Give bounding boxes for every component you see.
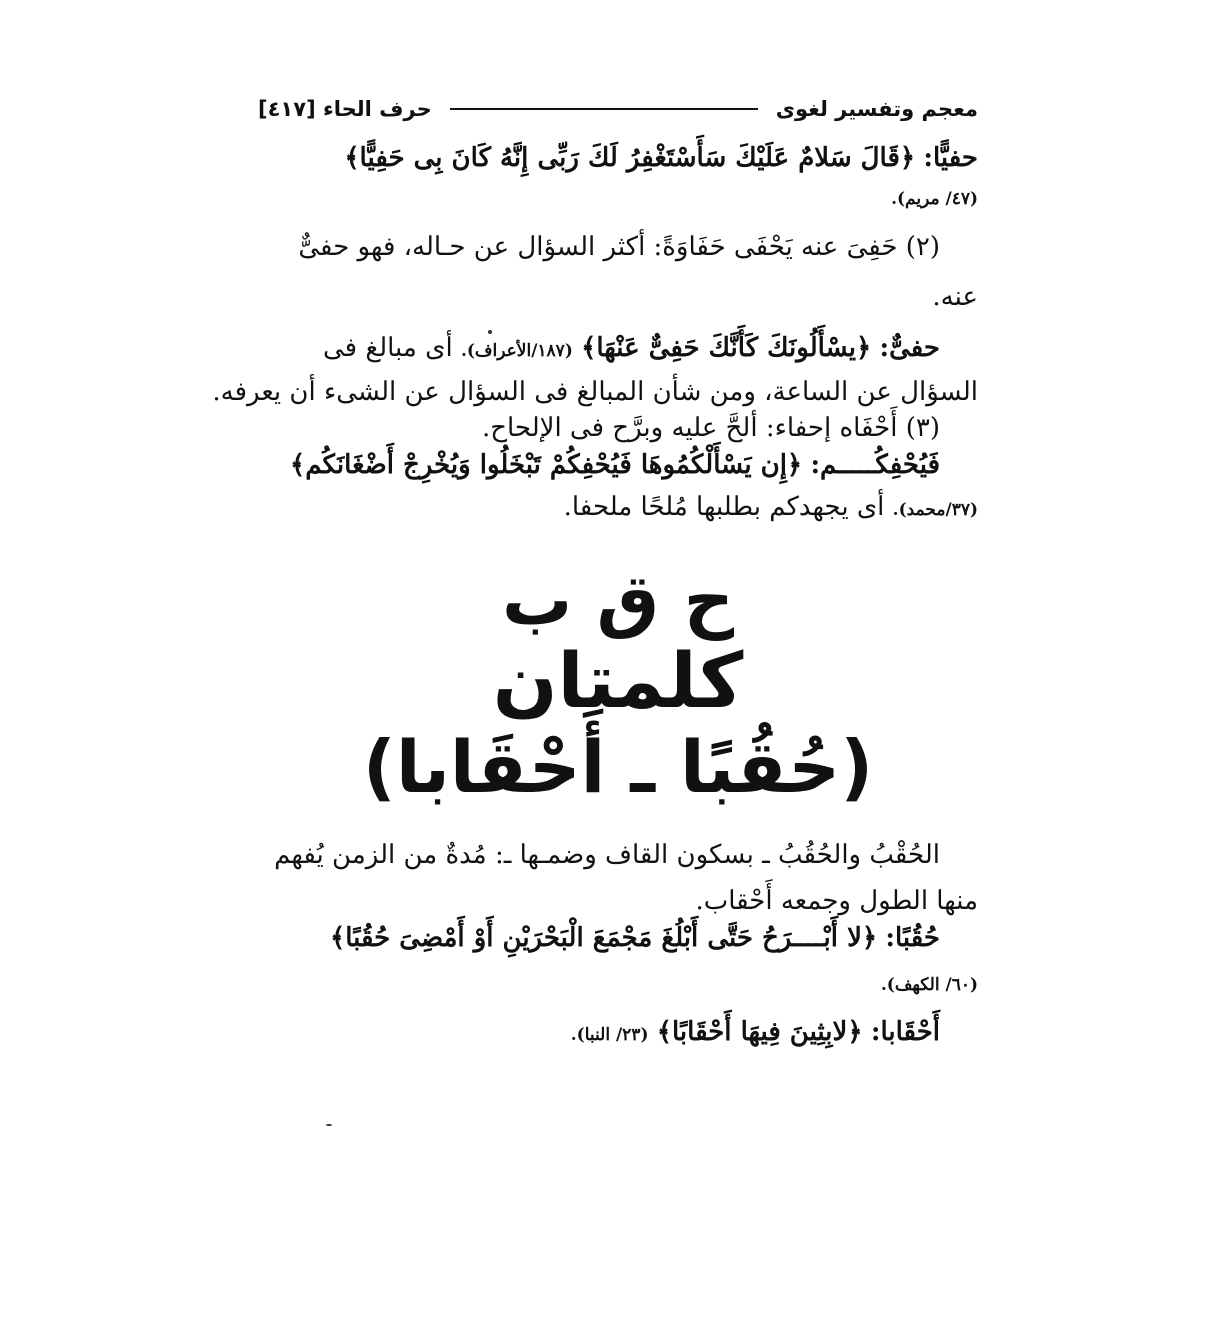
paragraph-3 (258, 410, 978, 446)
running-header (258, 92, 978, 126)
entry-line (258, 489, 978, 525)
entry-huquban (258, 920, 978, 1001)
scan-speck (326, 1124, 332, 1126)
entry-term: أَحْقَابا: (870, 1017, 940, 1048)
paragraph-line: منها الطول وجمعه أَحْقاب. (695, 886, 978, 917)
entry-gloss: أى مبالغ فى (323, 332, 453, 363)
entry-line (258, 330, 978, 366)
paragraph-line: (٣) أَحْفَاه إحفاء: ألحَّ عليه وبرَّح فى الإلحاح. (481, 413, 940, 444)
entry-line (258, 178, 978, 214)
entry-term: حُقُبًا: (885, 922, 940, 953)
paragraph-line: (٢) حَفِىَ عنه يَحْفَى حَفَاوَةً: أكثر السؤال عن حـاله، فهو حفىٌّ (298, 231, 940, 262)
verse-reference: (٤٧/ مريم). (891, 189, 978, 210)
paragraph-2 (258, 229, 978, 316)
quran-verse: ﴿يسْأَلُونَكَ كَأَنَّكَ حَفِىٌّ عَنْهَا﴾ (581, 332, 872, 363)
entry-ahqaba (258, 1014, 978, 1050)
entry-term: حفىٌّ: (879, 332, 940, 363)
quran-verse: ﴿إِن يَسْأَلْكُمُوهَا فَيُحْفِكُمْ تَبْخَلُوا وَيُخْرِجْ أَضْغَانَكُم﴾ (290, 449, 803, 480)
header-rule (450, 108, 758, 110)
entry-gloss: أى يجهدكم بطلبها مُلحًا ملحفا. (563, 492, 885, 523)
page-number: [٤١٧] (258, 97, 316, 121)
quran-verse: ﴿لا أَبْــــرَحُ حَتَّى أَبْلُغَ مَجْمَعَ الْبَحْرَيْنِ أَوْ أَمْضِىَ حُقُبًا﴾ (330, 922, 878, 953)
header-chapter-group (258, 97, 432, 121)
word-count: كلمتان (492, 636, 744, 726)
book-title: معجم وتفسير لغوى (775, 97, 978, 121)
paragraph-line: عنه. (932, 282, 978, 313)
entry-term: فَيُحْفِكُـــــم: (810, 449, 940, 480)
paragraph-line: السؤال عن الساعة، ومن شأن المبالغ فى السؤال عن الشىء أن يعرفه. (212, 376, 978, 407)
root-letters: ح ق ب (501, 558, 735, 641)
book-page (212, 92, 978, 1322)
root-heading (258, 558, 978, 811)
entry-term: حفيًّا: (923, 143, 978, 173)
verse-reference: (٢٣/ النبا). (570, 1025, 649, 1046)
chapter-name: حرف الحاء (322, 97, 432, 121)
verse-reference: (٣٧/محمد). (892, 500, 978, 521)
scan-speck (488, 330, 492, 334)
entry-line (258, 447, 978, 483)
entry-hafiyyan (258, 140, 978, 215)
verse-reference: (٦٠/ الكهف). (880, 974, 978, 995)
entry-line (258, 920, 978, 956)
entry-line (258, 964, 978, 1000)
root-words: (حُقُبًا ـ أَحْقَابا) (362, 725, 874, 810)
quran-verse: ﴿لابِثِينَ فِيهَا أَحْقَابًا﴾ (656, 1017, 863, 1048)
entry-line (258, 1014, 978, 1050)
header-title-group (432, 97, 978, 121)
definition-paragraph (258, 837, 978, 920)
entry-yuhfikum (258, 447, 978, 526)
entry-hafiy (212, 330, 978, 411)
quran-verse: ﴿قَالَ سَلامٌ عَلَيْكَ سَأَسْتَغْفِرُ لَكَ رَبِّى إِنَّهُ كَانَ بِى حَفِيًّا﴾ (344, 143, 916, 173)
verse-reference: (١٨٧/الأعراف). (460, 340, 573, 361)
paragraph-line: الحُقْبُ والحُقُبُ ـ بسكون القاف وضمـها ـ: مُدةٌ من الزمن يُفهم (274, 839, 940, 870)
entry-line (258, 140, 978, 176)
